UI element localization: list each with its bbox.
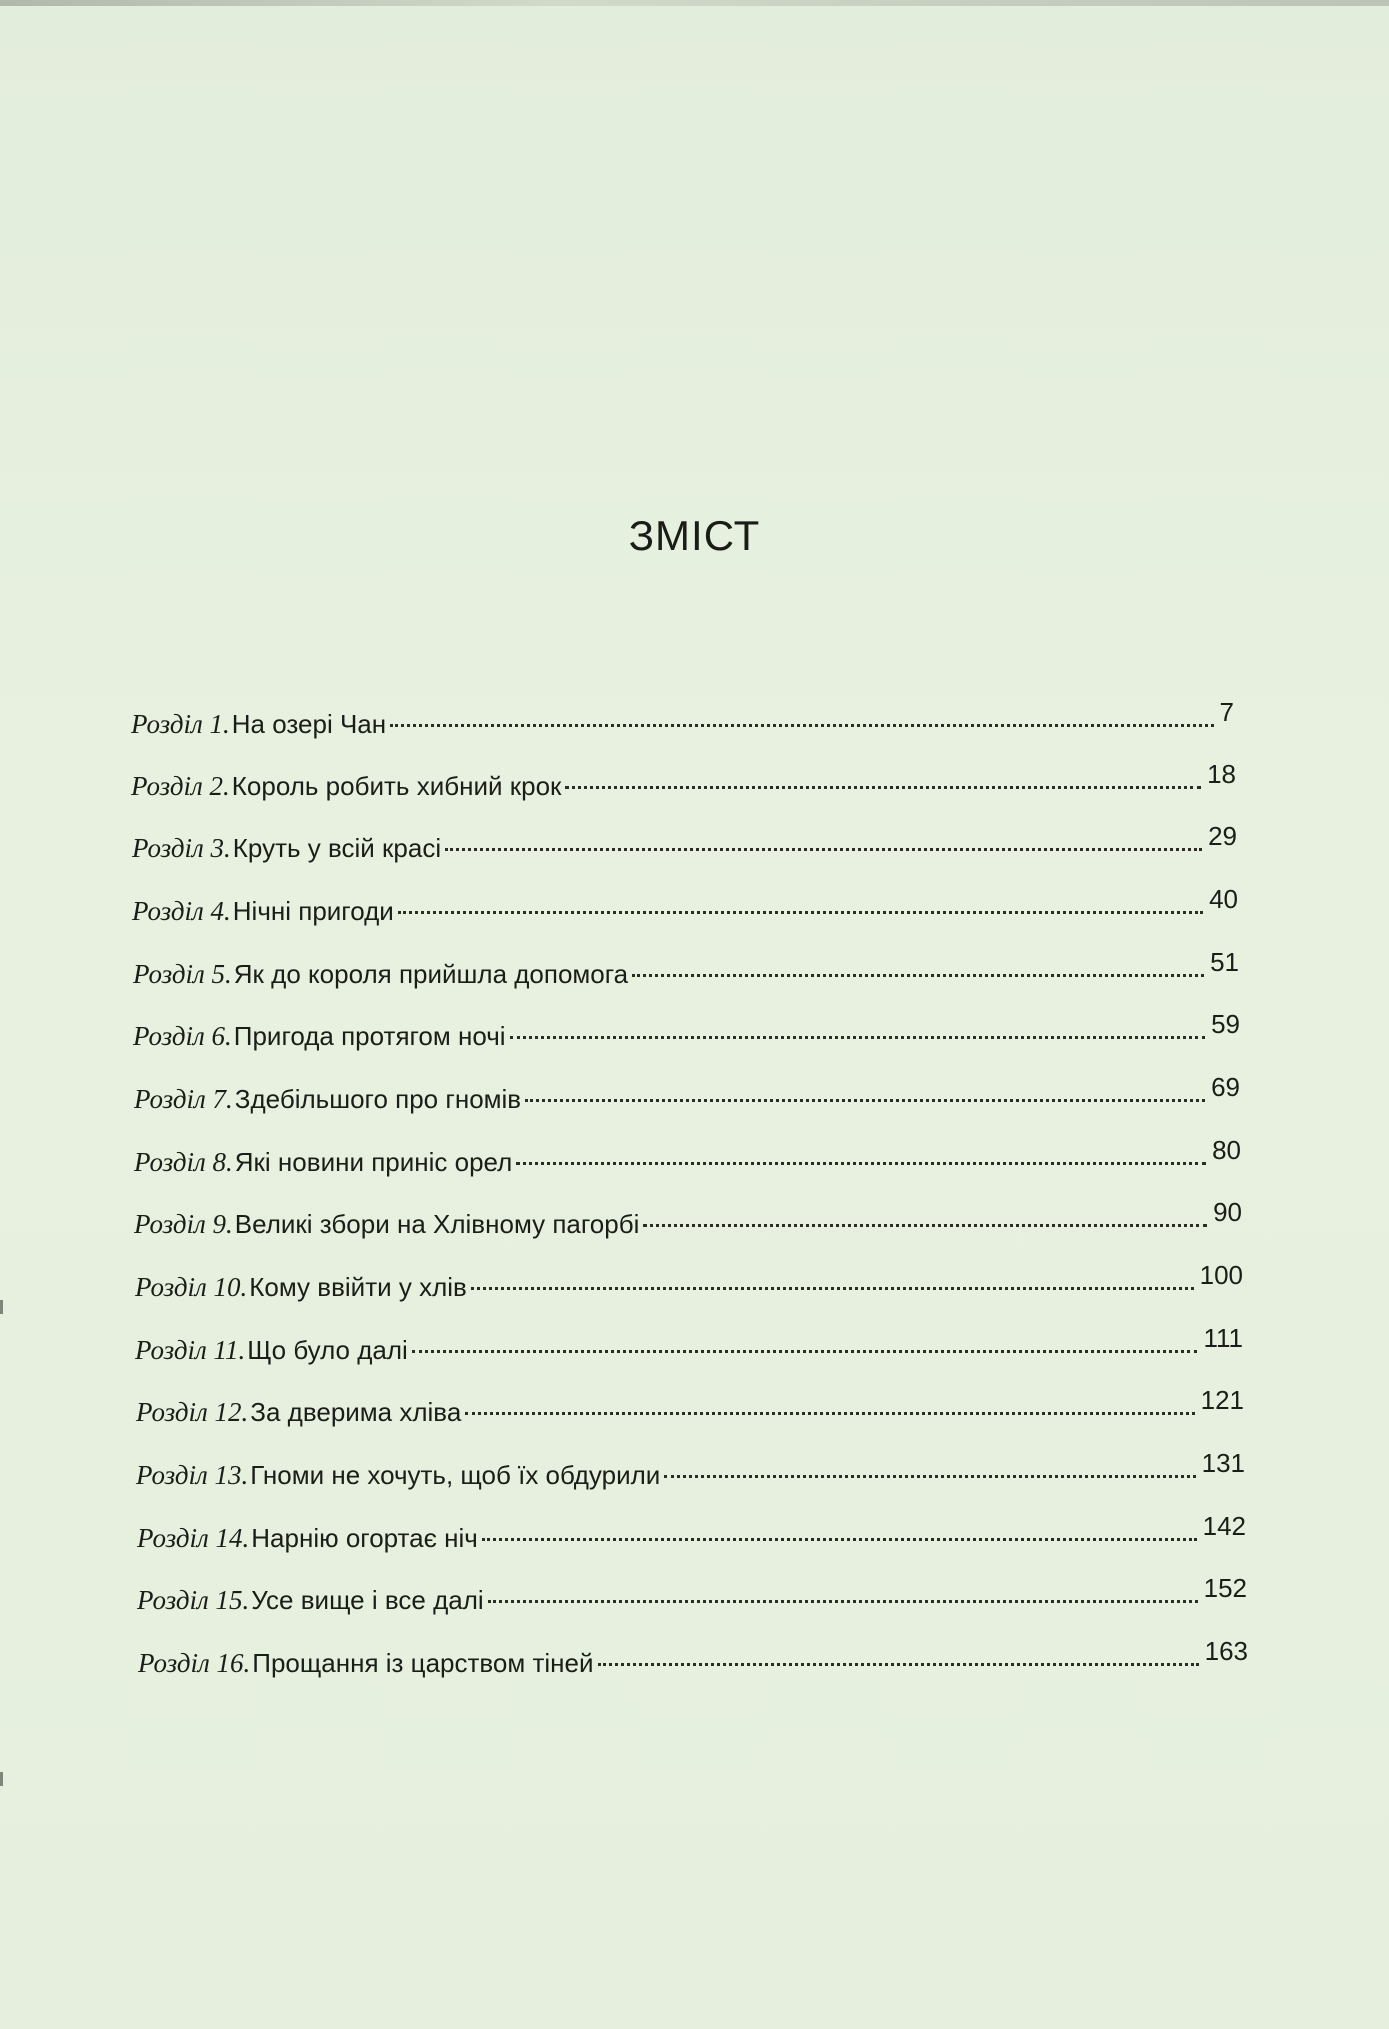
toc-entry: [132, 884, 1238, 926]
dot-leader: [445, 848, 1202, 851]
chapter-label: Розділ 3.: [132, 833, 231, 863]
chapter-title: Великі збори на Хлівному пагорбі: [234, 1209, 640, 1239]
toc-entry: [133, 1009, 1240, 1051]
dot-leader: [643, 1224, 1207, 1227]
chapter-title: Як до короля прийшла допомога: [233, 959, 629, 989]
toc-entry: [131, 759, 1236, 801]
page-number: 51: [1210, 947, 1239, 977]
dot-leader: [488, 1600, 1198, 1603]
toc-entry: [133, 947, 1239, 989]
dot-leader: [465, 1412, 1194, 1415]
chapter-title: Кому ввійти у хлів: [249, 1272, 467, 1302]
page-edge-mark: [0, 1772, 3, 1786]
page-number: 80: [1212, 1135, 1241, 1165]
chapter-title: Усе вище і все далі: [251, 1585, 484, 1615]
toc-entry: [138, 1636, 1248, 1678]
chapter-title: Гноми не хочуть, щоб їх обдурили: [250, 1460, 661, 1490]
toc-entry: [135, 1323, 1243, 1365]
page-number: 142: [1202, 1511, 1246, 1541]
chapter-label: Розділ 2.: [131, 771, 230, 801]
toc-entry: [134, 1072, 1240, 1114]
chapter-label: Розділ 7.: [134, 1084, 233, 1114]
dot-leader: [632, 974, 1204, 977]
dot-leader: [390, 724, 1213, 727]
chapter-title: Король робить хибний крок: [231, 771, 562, 801]
toc-entry: [134, 1135, 1241, 1177]
page-number: 29: [1208, 821, 1237, 851]
toc-entry: [135, 1260, 1243, 1302]
chapter-label: Розділ 11.: [135, 1335, 246, 1365]
chapter-label: Розділ 6.: [133, 1021, 232, 1051]
page-number: 152: [1203, 1573, 1247, 1603]
dot-leader: [398, 911, 1203, 914]
toc-entry: [137, 1511, 1246, 1553]
chapter-label: Розділ 9.: [134, 1209, 233, 1239]
chapter-title: Пригода протягом ночі: [233, 1021, 506, 1051]
page-number: 131: [1201, 1448, 1245, 1478]
toc-entry: [132, 821, 1237, 863]
dot-leader: [482, 1538, 1197, 1541]
page-number: 111: [1203, 1323, 1243, 1353]
page-number: 69: [1211, 1072, 1240, 1102]
page-number: 40: [1209, 884, 1238, 914]
chapter-label: Розділ 14.: [137, 1523, 250, 1553]
chapter-title: Прощання із царством тіней: [252, 1648, 594, 1678]
toc-entry: [136, 1448, 1245, 1490]
chapter-title: Здебільшого про гномів: [234, 1084, 522, 1114]
page-number: 163: [1204, 1636, 1248, 1666]
dot-leader: [510, 1036, 1206, 1039]
page-number: 7: [1219, 697, 1234, 727]
dot-leader: [664, 1475, 1195, 1478]
toc-entry: [136, 1385, 1244, 1427]
chapter-title: Які новини приніс орел: [234, 1147, 513, 1177]
page-number: 18: [1207, 759, 1236, 789]
chapter-label: Розділ 5.: [133, 959, 232, 989]
page-number: 121: [1200, 1385, 1244, 1415]
dot-leader: [412, 1350, 1198, 1353]
chapter-title: На озері Чан: [231, 709, 387, 739]
dot-leader: [471, 1287, 1194, 1290]
page-number: 100: [1199, 1260, 1243, 1290]
chapter-label: Розділ 8.: [134, 1147, 233, 1177]
page-number: 59: [1211, 1009, 1240, 1039]
page-title: ЗМІСТ: [628, 512, 761, 559]
dot-leader: [516, 1162, 1206, 1165]
chapter-title: Круть у всій красі: [232, 833, 442, 863]
chapter-label: Розділ 4.: [132, 896, 231, 926]
page-edge-mark: [0, 1300, 3, 1314]
dot-leader: [565, 786, 1201, 789]
chapter-label: Розділ 10.: [135, 1272, 248, 1302]
dot-leader: [598, 1663, 1199, 1666]
chapter-title: Нарнію огортає ніч: [251, 1523, 478, 1553]
chapter-label: Розділ 13.: [136, 1460, 249, 1490]
chapter-title: Що було далі: [247, 1335, 408, 1365]
page-number: 90: [1213, 1197, 1242, 1227]
chapter-label: Розділ 1.: [131, 709, 230, 739]
chapter-title: За дверима хліва: [250, 1397, 462, 1427]
toc-entry: [137, 1573, 1247, 1615]
chapter-label: Розділ 16.: [138, 1648, 251, 1678]
chapter-label: Розділ 12.: [136, 1397, 249, 1427]
dot-leader: [525, 1099, 1205, 1102]
chapter-label: Розділ 15.: [137, 1585, 250, 1615]
toc-entry: [134, 1197, 1242, 1239]
chapter-title: Нічні пригоди: [232, 896, 394, 926]
toc-entry: [131, 697, 1234, 739]
